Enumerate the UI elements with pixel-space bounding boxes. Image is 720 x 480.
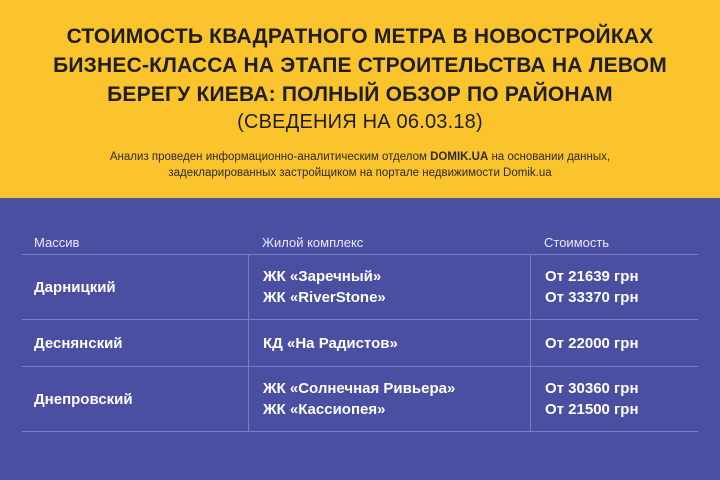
complex-cell [248, 367, 530, 431]
complex-name: КД «На Радистов» [263, 334, 398, 352]
source-note-text: Анализ проведен информационно-аналитическим отделом [109, 151, 431, 163]
column-header-complex: Жилой комплекс [262, 234, 364, 250]
price-value: От 30360 грн [545, 380, 639, 397]
column-header-price: Стоимость [544, 234, 610, 250]
table-row [22, 320, 698, 367]
complex-name: ЖК «Солнечная Ривьера» [263, 380, 456, 397]
page-title [40, 22, 680, 135]
title-line: БЕРЕГУ КИЕВА: ПОЛНЫЙ ОБЗОР ПО РАЙОНАМ [107, 83, 613, 106]
source-note [40, 149, 680, 181]
district-cell: Дарницкий [34, 278, 116, 296]
page-subtitle: (СВЕДЕНИЯ НА 06.03.18) [237, 111, 483, 133]
table-header-row [22, 230, 698, 255]
complex-name: ЖК «Заречный» [263, 268, 382, 285]
district-cell: Днепровский [34, 390, 133, 408]
price-value: От 22000 грн [545, 334, 639, 352]
table-row [22, 255, 698, 320]
price-value: От 21500 грн [545, 401, 639, 418]
source-note-text: задекларированных застройщиком на портале недвижимости Domik.ua [168, 167, 552, 179]
source-brand: DOMIK.UA [430, 151, 489, 163]
price-cell [530, 255, 698, 319]
price-table [22, 230, 698, 432]
complex-name: ЖК «Кассиопея» [263, 401, 386, 418]
title-line: БИЗНЕС-КЛАССА НА ЭТАПЕ СТРОИТЕЛЬСТВА НА ЛЕВОМ [53, 54, 667, 77]
header-banner [0, 0, 720, 198]
title-line: СТОИМОСТЬ КВАДРАТНОГО МЕТРА В НОВОСТРОЙКАХ [66, 25, 654, 48]
complex-cell [248, 255, 530, 319]
price-cell [530, 367, 698, 431]
complex-name: ЖК «RiverStone» [263, 289, 386, 306]
price-value: От 33370 грн [545, 289, 639, 306]
table-row [22, 367, 698, 432]
price-value: От 21639 грн [545, 268, 639, 285]
source-note-text: на основании данных, [488, 151, 611, 163]
price-cell [530, 320, 698, 366]
column-header-district: Массив [34, 234, 80, 250]
district-cell: Деснянский [34, 334, 123, 352]
complex-cell [248, 320, 530, 366]
